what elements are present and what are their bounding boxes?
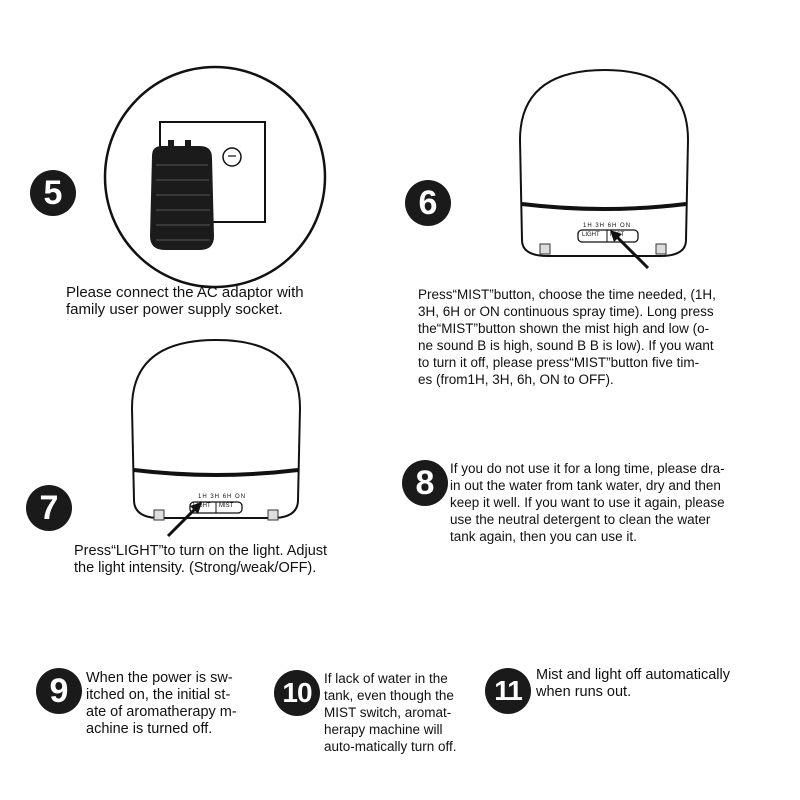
step-6-text: Press“MIST”button, choose the time needed, (1H, 3H, 6H or ON continuous spray time). Long press the“MIST”button shown the mist high and low (o- ne sound B is high, sound B B is low). If you want to turn it off, please press“MIST”button five tim- es (from1H, 3H, 6h, ON to OFF).: [418, 287, 716, 387]
panel-time-labels-7: 1H 3H 6H ON: [198, 494, 247, 500]
step-9-text: When the power is sw- itched on, the initial st- ate of aromatherapy m- achine is turned off.: [86, 670, 237, 737]
light-button-6[interactable]: LIGHT: [582, 232, 600, 238]
step-9-badge: 9: [36, 668, 82, 714]
step-8-text: If you do not use it for a long time, please dra- in out the water from tank water, dry and then keep it well. If you want to use it again, please use the neutral detergent to clean the water tank again, then you can use it.: [450, 461, 725, 544]
step-10-text: If lack of water in the tank, even though the MIST switch, aromat- herapy machine will auto-matically turn off.: [324, 671, 457, 754]
step-8-badge: 8: [402, 460, 448, 506]
step-7-text: Press“LIGHT”to turn on the light. Adjust the light intensity. (Strong/weak/OFF).: [74, 543, 328, 576]
step-5-badge: 5: [30, 170, 76, 216]
step-11-text: Mist and light off automatically when runs out.: [536, 667, 730, 700]
mist-button-7[interactable]: MIST: [219, 503, 234, 509]
step-5-text: Please connect the AC adaptor with family user power supply socket.: [66, 284, 304, 318]
panel-time-labels-6: 1H 3H 6H ON: [583, 223, 632, 229]
step-6-badge: 6: [405, 180, 451, 226]
step-11-badge: 11: [485, 668, 531, 714]
step-10-badge: 10: [274, 670, 320, 716]
mist-button-6[interactable]: MIST: [610, 232, 625, 238]
step-7-badge: 7: [26, 485, 72, 531]
light-button-7[interactable]: LIGHT: [193, 503, 211, 509]
